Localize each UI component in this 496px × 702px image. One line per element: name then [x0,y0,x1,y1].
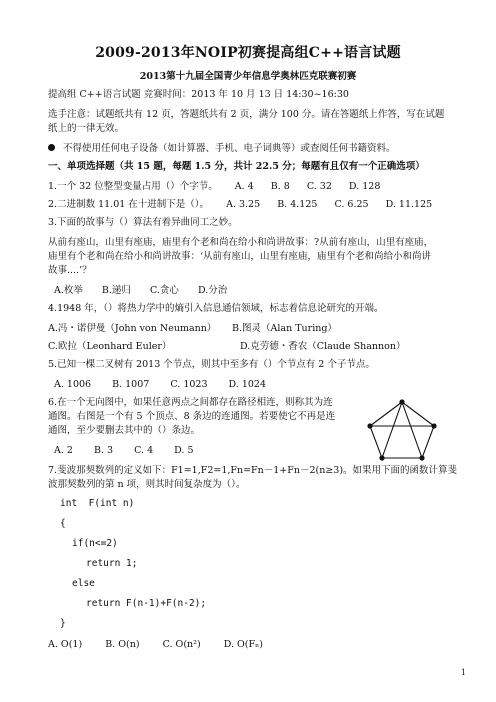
question-text: 2.二进制数 11.01 在十进制下是（）。 [48,199,210,210]
notice-line-1a: 选手注意：试题纸共有 12 页，答题纸共有 2 页，满分 100 分。请在答题纸上作答，写在试题 [48,109,445,120]
code-line: else [72,578,95,589]
document-title: 2009-2013年NOIP初赛提高组C++语言试题 [95,45,401,61]
q3-story-line-1: 从前有座山，山里有座庙，庙里有个老和尚在给小和尚讲故事：?从前有座山，山里有座庙， [48,237,434,248]
graph-vertex [431,423,436,428]
option-d: D. 11.125 [385,199,433,210]
option-a: A. O(1) [48,639,83,650]
notice-line-2 [48,142,396,156]
option-c: C. 32 [306,181,332,192]
section-heading: 一、单项选择题（共 15 题，每题 1.5 分，共计 22.5 分；每题有且仅有一个正确选项） [48,161,425,172]
code-line: if(n<=2) [72,538,118,549]
option-b: B. 1007 [112,379,150,390]
bullet-icon [48,144,55,151]
question-1 [48,180,380,194]
question-3: 3.下面的故事与（）算法有着异曲同工之妙。 [48,217,238,228]
q3-story-line-2: 庙里有个老和尚在给小和尚讲故事：‘从前有座山，山里有座庙，庙里有个老和尚给小和尚讲 [48,251,432,262]
exam-meta: 提高组 C++语言试题 竞赛时间：2013 年 10 月 13 日 14:30~16:30 [48,89,349,100]
graph-vertex [367,423,372,428]
q7-options [48,638,263,652]
q4-option-d: D.克劳德・香农（Claude Shannon） [240,341,406,352]
q6-options [54,444,194,458]
code-line: return 1; [86,558,138,569]
option-a: A. 2 [54,445,73,456]
graph-vertex [419,455,424,460]
option-d: D. 5 [174,445,194,456]
q3-options [54,284,227,298]
option-c: C. 4 [134,445,154,456]
notice-text: 不得使用任何电子设备（如计算器、手机、电子词典等）或查阅任何书籍资料。 [63,143,396,154]
document-subtitle: 2013第十九届全国青少年信息学奥林匹克联赛初赛 [139,71,357,82]
q7-line-2: 波那契数列的第 n 项，则其时间复杂度为（）。 [48,479,246,490]
graph-vertices [367,399,436,460]
q6-line-1: 6.在一个无向图中，如果任意两点之间都存在路径相连，则称其为连 [48,397,333,408]
graph-edge [370,426,382,458]
code-line: { [60,518,66,529]
graph-edge [422,426,434,458]
connected-graph-figure [362,396,442,464]
graph-vertex [399,399,404,404]
option-c: C. 6.25 [334,199,369,210]
q6-line-3: 通图，至少要删去其中的（）条边。 [48,425,201,436]
option-d: D. 1024 [228,379,267,390]
option-a: A. 1006 [54,379,92,390]
q5-options [54,378,266,392]
q7-line-1: 7.斐波那契数列的定义如下：F1=1,F2=1,Fn=Fn－1+Fn－2(n≥3)。如果用下面的函数计算斐 [48,465,458,476]
option-d: D.分治 [197,285,228,296]
graph-edge [382,402,402,458]
option-d: D. O(Fₙ) [223,639,263,650]
code-line: return F(n-1)+F(n-2); [86,598,207,609]
option-a: A.枚举 [54,285,83,296]
option-c: C. 1023 [170,379,208,390]
q3-story-line-3: 故事....’？ [48,265,92,276]
notice-line-1b: 纸上的一律无效。 [48,123,125,134]
code-line: } [60,618,66,629]
q4-option-b: B.图灵（Alan Turing） [232,323,337,334]
question-4: 4.1948 年，（）将热力学中的熵引入信息通信领域，标志着信息论研究的开端。 [48,303,384,314]
option-b: B.递归 [101,285,131,296]
option-b: B. 4.125 [277,199,318,210]
option-c: C. O(n²) [162,639,201,650]
option-b: B. 8 [270,181,290,192]
q4-option-a: A.冯・诺伊曼（John von Neumann） [48,323,217,334]
q4-option-c: C.欧拉（Leonhard Euler） [48,341,172,352]
option-b: B. O(n) [105,639,140,650]
q6-line-2: 通图。右图是一个有 5 个顶点、8 条边的连通图。若要使它不再是连 [48,411,336,422]
graph-edge [402,402,422,458]
graph-vertex [379,455,384,460]
option-b: B. 3 [93,445,114,456]
option-d: D. 128 [348,181,381,192]
option-c: C.贪心 [149,285,179,296]
option-a: A. 3.25 [226,199,261,210]
graph-edges [370,402,434,458]
option-a: A. 4 [234,181,254,192]
question-2 [48,198,432,212]
page-number: 1 [460,668,466,677]
question-text: 1.一个 32 位整型变量占用（）个字节。 [48,181,218,192]
code-line: int F(int n) [60,498,135,509]
question-5: 5.已知一棵二叉树有 2013 个节点，则其中至多有（）个节点有 2 个子节点。 [48,359,375,370]
